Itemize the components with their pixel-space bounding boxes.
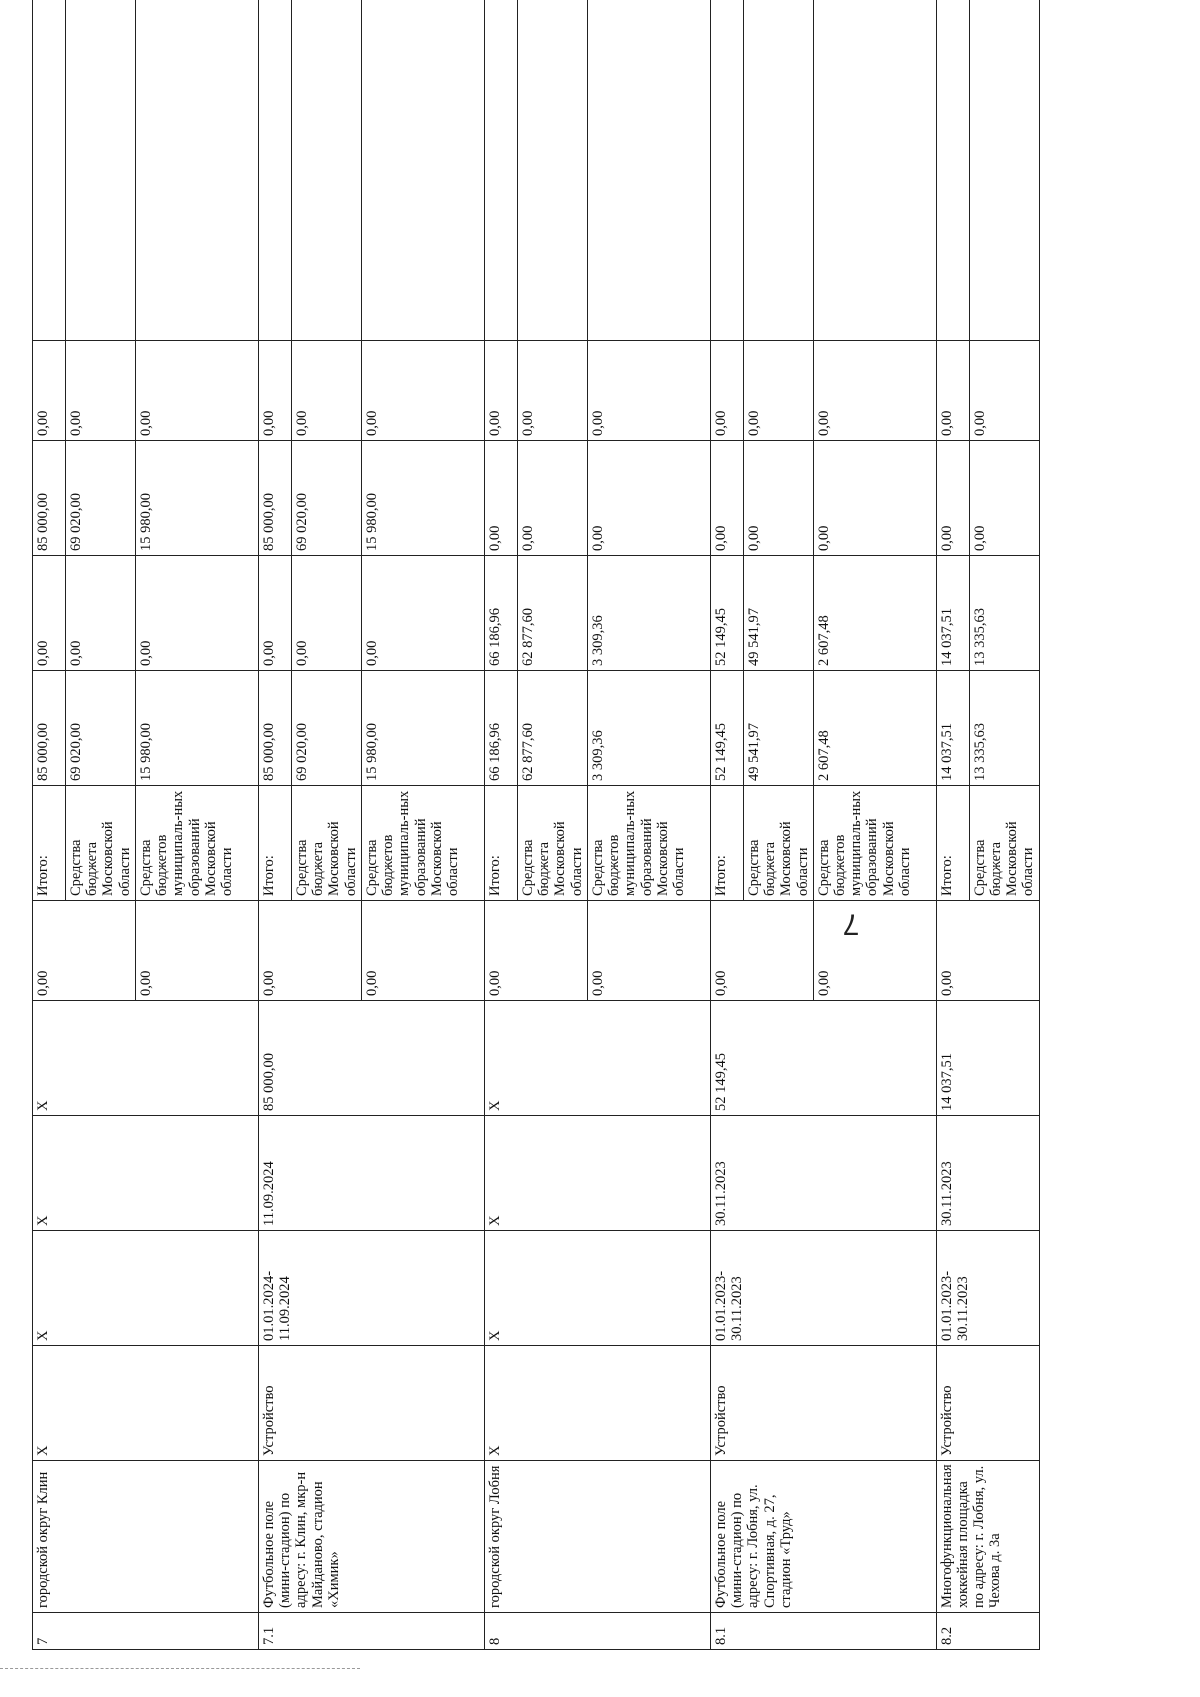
funding-source: Итого: bbox=[710, 786, 743, 901]
funding-rest bbox=[135, 0, 258, 341]
funding-total: 14 037,51 bbox=[936, 671, 969, 786]
funding-year-3: 0,00 bbox=[361, 341, 484, 441]
row-number: 8.2 bbox=[936, 1613, 1039, 1650]
row-number: 8 bbox=[484, 1613, 710, 1650]
funding-year-1: 2 607,48 bbox=[813, 556, 936, 671]
work-type: Устройство bbox=[710, 1346, 936, 1461]
work-type: X bbox=[33, 1346, 259, 1461]
funding-year-3: 0,00 bbox=[969, 341, 1039, 441]
funding-source: Средства бюджета Московской области bbox=[969, 786, 1039, 901]
funding-rest bbox=[813, 0, 936, 341]
object-cost: 85 000,00 bbox=[258, 1001, 484, 1116]
funding-year-2: 0,00 bbox=[710, 441, 743, 556]
funding-total: 85 000,00 bbox=[33, 671, 66, 786]
previous-funding: 0,00 bbox=[936, 901, 1039, 1001]
funding-year-3: 0,00 bbox=[291, 341, 361, 441]
previous-funding: 0,00 bbox=[710, 901, 813, 1001]
funding-rest bbox=[361, 0, 484, 341]
funding-year-1: 0,00 bbox=[291, 556, 361, 671]
budget-table bbox=[32, 0, 1040, 1650]
object-name: Футбольное поле (мини-стадион) по адресу: г. Клин, мкр-н Майданово, стадион «Химик» bbox=[258, 1461, 484, 1613]
rotated-page bbox=[32, 0, 1183, 1650]
row-number: 7 bbox=[33, 1613, 259, 1650]
previous-funding: 0,00 bbox=[587, 901, 710, 1001]
funding-year-1: 0,00 bbox=[33, 556, 66, 671]
funding-year-1: 13 335,63 bbox=[969, 556, 1039, 671]
funding-year-3: 0,00 bbox=[484, 341, 517, 441]
previous-funding: 0,00 bbox=[135, 901, 258, 1001]
funding-source: Итого: bbox=[936, 786, 969, 901]
funding-total: 15 980,00 bbox=[135, 671, 258, 786]
table-row bbox=[936, 0, 969, 1650]
previous-funding: 0,00 bbox=[33, 901, 136, 1001]
funding-rest bbox=[936, 0, 969, 341]
funding-year-1: 0,00 bbox=[258, 556, 291, 671]
funding-year-1: 0,00 bbox=[66, 556, 136, 671]
object-cost: X bbox=[33, 1001, 259, 1116]
object-name: городской округ Клин bbox=[33, 1461, 259, 1613]
funding-total: 66 186,96 bbox=[484, 671, 517, 786]
funding-rest bbox=[258, 0, 291, 341]
funding-rest bbox=[33, 0, 66, 341]
completion-date: X bbox=[33, 1116, 259, 1231]
work-type: Устройство bbox=[258, 1346, 484, 1461]
funding-rest bbox=[743, 0, 813, 341]
funding-year-3: 0,00 bbox=[743, 341, 813, 441]
funding-rest bbox=[484, 0, 517, 341]
table-row bbox=[33, 0, 66, 1650]
funding-total: 52 149,45 bbox=[710, 671, 743, 786]
funding-year-2: 0,00 bbox=[484, 441, 517, 556]
funding-source: Итого: bbox=[258, 786, 291, 901]
object-cost: X bbox=[484, 1001, 710, 1116]
funding-year-3: 0,00 bbox=[66, 341, 136, 441]
object-name: Многофункциональная хоккейная площадка по адресу: г. Лобня, ул. Чехова д. 3а bbox=[936, 1461, 1039, 1613]
funding-year-1: 49 541,97 bbox=[743, 556, 813, 671]
funding-year-1: 0,00 bbox=[361, 556, 484, 671]
funding-year-2: 15 980,00 bbox=[135, 441, 258, 556]
funding-source: Средства бюджетов муниципаль-ных образований Московской области bbox=[587, 786, 710, 901]
funding-year-3: 0,00 bbox=[936, 341, 969, 441]
funding-total: 15 980,00 bbox=[361, 671, 484, 786]
funding-rest bbox=[66, 0, 136, 341]
work-type: X bbox=[484, 1346, 710, 1461]
funding-source: Средства бюджетов муниципаль-ных образований Московской области bbox=[361, 786, 484, 901]
work-period: 01.01.2023-30.11.2023 bbox=[710, 1231, 936, 1346]
row-number: 8.1 bbox=[710, 1613, 936, 1650]
funding-rest bbox=[291, 0, 361, 341]
object-name: городской округ Лобня bbox=[484, 1461, 710, 1613]
funding-source: Средства бюджета Московской области bbox=[517, 786, 587, 901]
funding-year-3: 0,00 bbox=[517, 341, 587, 441]
funding-year-1: 62 877,60 bbox=[517, 556, 587, 671]
table-row bbox=[258, 0, 291, 1650]
funding-rest bbox=[710, 0, 743, 341]
work-type: Устройство bbox=[936, 1346, 1039, 1461]
funding-year-3: 0,00 bbox=[33, 341, 66, 441]
funding-source: Средства бюджетов муниципаль-ных образований Московской области bbox=[813, 786, 936, 901]
work-period: X bbox=[33, 1231, 259, 1346]
funding-source: Итого: bbox=[33, 786, 66, 901]
completion-date: 11.09.2024 bbox=[258, 1116, 484, 1231]
funding-rest bbox=[517, 0, 587, 341]
previous-funding: 0,00 bbox=[484, 901, 587, 1001]
funding-total: 62 877,60 bbox=[517, 671, 587, 786]
funding-rest bbox=[587, 0, 710, 341]
funding-year-2: 15 980,00 bbox=[361, 441, 484, 556]
previous-funding: 0,00 bbox=[258, 901, 361, 1001]
table-row bbox=[710, 0, 743, 1650]
funding-year-2: 0,00 bbox=[587, 441, 710, 556]
funding-total: 49 541,97 bbox=[743, 671, 813, 786]
funding-year-3: 0,00 bbox=[258, 341, 291, 441]
funding-total: 69 020,00 bbox=[66, 671, 136, 786]
completion-date: X bbox=[484, 1116, 710, 1231]
funding-total: 85 000,00 bbox=[258, 671, 291, 786]
funding-total: 69 020,00 bbox=[291, 671, 361, 786]
funding-year-2: 0,00 bbox=[517, 441, 587, 556]
funding-total: 13 335,63 bbox=[969, 671, 1039, 786]
funding-year-3: 0,00 bbox=[587, 341, 710, 441]
work-period: 01.01.2024-11.09.2024 bbox=[258, 1231, 484, 1346]
funding-year-2: 0,00 bbox=[936, 441, 969, 556]
funding-source: Итого: bbox=[484, 786, 517, 901]
funding-year-1: 3 309,36 bbox=[587, 556, 710, 671]
funding-year-2: 0,00 bbox=[969, 441, 1039, 556]
row-number: 7.1 bbox=[258, 1613, 484, 1650]
work-period: X bbox=[484, 1231, 710, 1346]
funding-total: 2 607,48 bbox=[813, 671, 936, 786]
work-period: 01.01.2023-30.11.2023 bbox=[936, 1231, 1039, 1346]
funding-year-2: 69 020,00 bbox=[66, 441, 136, 556]
previous-funding: 0,00 bbox=[813, 901, 936, 1001]
funding-year-2: 0,00 bbox=[813, 441, 936, 556]
funding-year-1: 66 186,96 bbox=[484, 556, 517, 671]
funding-year-1: 0,00 bbox=[135, 556, 258, 671]
funding-year-3: 0,00 bbox=[710, 341, 743, 441]
funding-total: 3 309,36 bbox=[587, 671, 710, 786]
funding-year-2: 69 020,00 bbox=[291, 441, 361, 556]
funding-source: Средства бюджета Московской области bbox=[743, 786, 813, 901]
funding-year-1: 52 149,45 bbox=[710, 556, 743, 671]
table-row bbox=[484, 0, 517, 1650]
object-cost: 52 149,45 bbox=[710, 1001, 936, 1116]
object-cost: 14 037,51 bbox=[936, 1001, 1039, 1116]
funding-rest bbox=[969, 0, 1039, 341]
funding-year-2: 0,00 bbox=[743, 441, 813, 556]
completion-date: 30.11.2023 bbox=[936, 1116, 1039, 1231]
funding-year-1: 14 037,51 bbox=[936, 556, 969, 671]
object-name: Футбольное поле (мини-стадион) по адресу: г. Лобня, ул. Спортивная, д. 27, стадион «Труд» bbox=[710, 1461, 936, 1613]
funding-source: Средства бюджета Московской области bbox=[291, 786, 361, 901]
funding-year-3: 0,00 bbox=[135, 341, 258, 441]
completion-date: 30.11.2023 bbox=[710, 1116, 936, 1231]
previous-funding: 0,00 bbox=[361, 901, 484, 1001]
funding-source: Средства бюджета Московской области bbox=[66, 786, 136, 901]
scan-edge-line bbox=[0, 1668, 360, 1671]
funding-year-2: 85 000,00 bbox=[258, 441, 291, 556]
funding-source: Средства бюджетов муниципаль-ных образований Московской области bbox=[135, 786, 258, 901]
funding-year-2: 85 000,00 bbox=[33, 441, 66, 556]
funding-year-3: 0,00 bbox=[813, 341, 936, 441]
page-number: 7 bbox=[842, 907, 860, 941]
